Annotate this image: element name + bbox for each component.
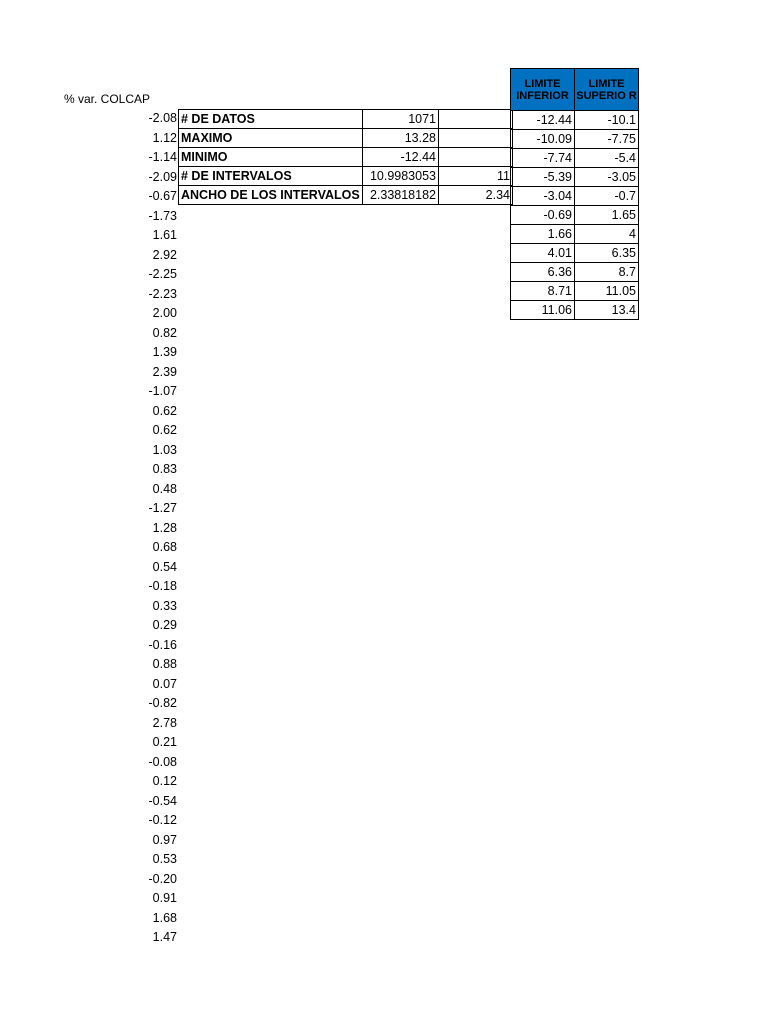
value-cell: 1.68 (152, 910, 177, 925)
colcap-values-column (120, 109, 178, 948)
stat-label: # DE INTERVALOS (179, 167, 363, 186)
limits-row (511, 111, 639, 130)
value-cell: -0.67 (148, 189, 177, 203)
value-cell: 0.91 (152, 891, 177, 905)
value-cell: 1.03 (152, 442, 177, 457)
limite-superior-cell: -0.7 (575, 187, 639, 206)
value-cell: 1.47 (152, 930, 177, 944)
value-cell: -0.20 (148, 871, 177, 886)
limite-inferior-cell: -12.44 (511, 111, 575, 130)
stats-table (178, 109, 513, 205)
value-cell: -0.82 (148, 696, 177, 710)
stat-label: ANCHO DE LOS INTERVALOS (179, 186, 363, 205)
limite-superior-cell: -5.4 (575, 149, 639, 168)
value-cell: -0.08 (148, 754, 177, 769)
value-cell: -0.12 (148, 813, 177, 827)
stat-label: # DE DATOS (179, 110, 363, 129)
value-cell: -1.14 (148, 150, 177, 164)
stat-value: 2.33818182 (363, 186, 439, 205)
limite-inferior-cell: 8.71 (511, 282, 575, 301)
value-cell: -1.07 (148, 384, 177, 398)
limits-row (511, 263, 639, 282)
stat-value: 1071 (363, 110, 439, 129)
value-cell: -2.23 (148, 286, 177, 301)
limite-superior-cell: 6.35 (575, 244, 639, 263)
stat-value: 13.28 (363, 129, 439, 148)
value-cell: 0.68 (152, 540, 177, 554)
stat-extra (439, 148, 513, 167)
value-cell: 1.39 (152, 345, 177, 359)
value-cell: 1.61 (152, 228, 177, 242)
stat-value: -12.44 (363, 148, 439, 167)
value-cell: 0.21 (152, 735, 177, 749)
limite-superior-cell: 11.05 (575, 282, 639, 301)
limits-row (511, 244, 639, 263)
value-cell: 0.48 (152, 481, 177, 496)
value-cell: 0.54 (152, 559, 177, 574)
stat-extra (439, 110, 513, 129)
value-cell: -0.54 (148, 793, 177, 808)
limite-inferior-cell: -7.74 (511, 149, 575, 168)
value-cell: 0.62 (152, 403, 177, 418)
limite-superior-cell: -3.05 (575, 168, 639, 187)
stat-extra: 2.34 (439, 186, 513, 205)
value-cell: 0.82 (152, 325, 177, 340)
column-header-colcap: % var. COLCAP (64, 92, 151, 106)
limite-superior-cell: 1.65 (575, 206, 639, 225)
value-cell: -2.09 (148, 169, 177, 184)
value-cell: -2.08 (148, 111, 177, 125)
value-cell: 2.92 (152, 247, 177, 262)
limits-row (511, 301, 639, 320)
value-cell: 1.12 (152, 130, 177, 145)
value-cell: 0.29 (152, 618, 177, 632)
limite-inferior-cell: -0.69 (511, 206, 575, 225)
stat-label: MINIMO (179, 148, 363, 167)
stats-row (179, 129, 513, 148)
stats-row (179, 148, 513, 167)
limits-row (511, 168, 639, 187)
value-cell: 0.97 (152, 832, 177, 847)
stat-extra: 11 (439, 167, 513, 186)
limite-inferior-cell: -10.09 (511, 130, 575, 149)
limite-superior-cell: -7.75 (575, 130, 639, 149)
stat-value: 10.9983053 (363, 167, 439, 186)
header-limite-superior: LIMITE SUPERIO R (575, 69, 639, 111)
limits-table (510, 68, 639, 320)
limits-row (511, 130, 639, 149)
limite-inferior-cell: 1.66 (511, 225, 575, 244)
limits-row (511, 187, 639, 206)
limits-row (511, 149, 639, 168)
limite-inferior-cell: -3.04 (511, 187, 575, 206)
header-limite-inferior: LIMITE INFERIOR (511, 69, 575, 111)
value-cell: -2.25 (148, 267, 177, 281)
limite-inferior-cell: 4.01 (511, 244, 575, 263)
stat-extra (439, 129, 513, 148)
value-cell: 0.33 (152, 598, 177, 613)
limits-row (511, 282, 639, 301)
stat-label: MAXIMO (179, 129, 363, 148)
value-cell: 2.78 (152, 715, 177, 730)
limite-inferior-cell: -5.39 (511, 168, 575, 187)
value-cell: -1.73 (148, 208, 177, 223)
value-cell: 0.53 (152, 852, 177, 866)
limite-superior-cell: 8.7 (575, 263, 639, 282)
stats-row (179, 110, 513, 129)
value-cell: 0.83 (152, 462, 177, 476)
value-cell: -0.18 (148, 579, 177, 593)
value-cell: -0.16 (148, 637, 177, 652)
limits-row (511, 206, 639, 225)
limite-superior-cell: 13.4 (575, 301, 639, 320)
limite-superior-cell: -10.1 (575, 111, 639, 130)
value-cell: 2.39 (152, 364, 177, 379)
value-cell: -1.27 (148, 501, 177, 515)
limite-inferior-cell: 11.06 (511, 301, 575, 320)
value-cell: 1.28 (152, 520, 177, 535)
limits-row (511, 225, 639, 244)
stats-row (179, 167, 513, 186)
limite-inferior-cell: 6.36 (511, 263, 575, 282)
value-cell: 0.62 (152, 423, 177, 437)
value-cell: 2.00 (152, 306, 177, 320)
limite-superior-cell: 4 (575, 225, 639, 244)
value-cell: 0.07 (152, 676, 177, 691)
value-cell: 0.12 (152, 774, 177, 788)
value-cell: 0.88 (152, 657, 177, 671)
stats-row (179, 186, 513, 205)
